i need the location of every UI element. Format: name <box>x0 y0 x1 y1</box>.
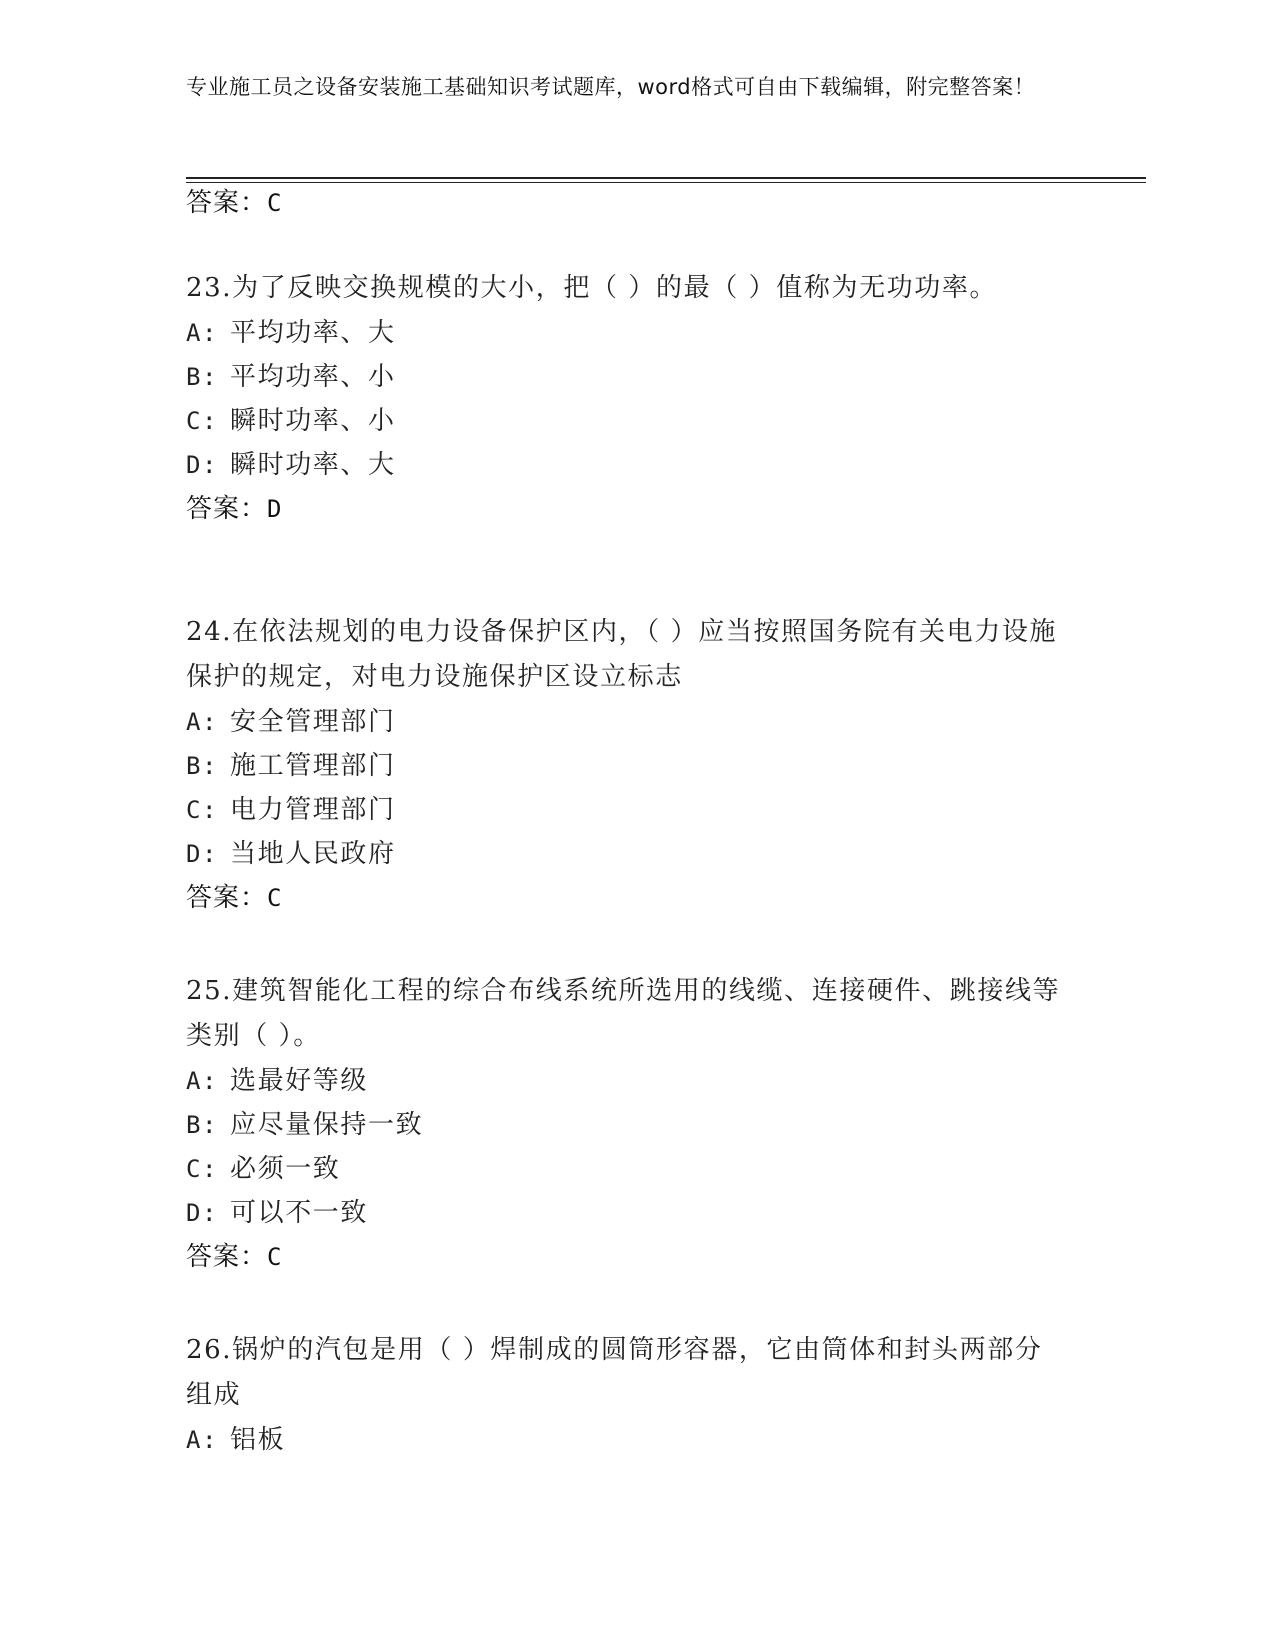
option-key: A: <box>186 1426 219 1454</box>
option-text: 安全管理部门 <box>230 707 396 737</box>
answer-label: 答案： <box>186 883 268 913</box>
answer-value: C <box>267 884 283 912</box>
answer-line <box>186 881 282 915</box>
option-text: 必须一致 <box>230 1154 341 1184</box>
answer-value: C <box>267 1243 283 1271</box>
option-key: C: <box>186 1155 219 1183</box>
option-d <box>186 448 396 482</box>
option-key: D: <box>186 451 219 479</box>
option-b <box>186 749 396 783</box>
answer-line <box>186 492 282 526</box>
option-text: 平均功率、小 <box>230 362 396 392</box>
option-text: 当地人民政府 <box>230 839 396 869</box>
question-stem: 23.为了反映交换规模的大小，把（ ）的最（ ）值称为无功功率。 <box>186 273 998 303</box>
option-a <box>186 1064 368 1098</box>
option-c <box>186 793 396 827</box>
option-key: B: <box>186 363 219 391</box>
option-d <box>186 1196 368 1230</box>
answer-label: 答案： <box>186 494 268 524</box>
option-d <box>186 837 396 871</box>
answer-label: 答案： <box>186 188 268 218</box>
option-text: 电力管理部门 <box>230 795 396 825</box>
answer-value: D <box>267 495 283 523</box>
option-c <box>186 1152 340 1186</box>
option-key: B: <box>186 1111 219 1139</box>
option-text: 瞬时功率、大 <box>230 450 396 480</box>
option-b <box>186 360 396 394</box>
option-a <box>186 1423 285 1457</box>
answer-value: C <box>267 189 283 217</box>
option-key: A: <box>186 708 219 736</box>
option-key: C: <box>186 407 219 435</box>
question-stem: 25.建筑智能化工程的综合布线系统所选用的线缆、连接硬件、跳接线等类别（ ）。 <box>186 976 1061 1051</box>
answer-label: 答案： <box>186 1242 268 1272</box>
answer-line <box>186 186 282 220</box>
option-a <box>186 705 396 739</box>
option-key: D: <box>186 1199 219 1227</box>
question-stem: 24.在依法规划的电力设备保护区内，（ ）应当按照国务院有关电力设施保护的规定，对电力设施保护区设立标志 <box>186 617 1058 692</box>
option-key: B: <box>186 752 219 780</box>
option-text: 瞬时功率、小 <box>230 406 396 436</box>
option-text: 平均功率、大 <box>230 318 396 348</box>
document-header: 专业施工员之设备安装施工基础知识考试题库，word格式可自由下载编辑，附完整答案！ <box>186 75 1036 99</box>
header-divider <box>186 177 1146 179</box>
option-text: 铝板 <box>230 1425 286 1455</box>
header-divider-thin <box>186 182 1146 183</box>
answer-line <box>186 1240 282 1274</box>
option-text: 施工管理部门 <box>230 751 396 781</box>
option-text: 选最好等级 <box>230 1066 369 1096</box>
option-key: A: <box>186 319 219 347</box>
option-key: C: <box>186 796 219 824</box>
option-key: D: <box>186 840 219 868</box>
option-text: 应尽量保持一致 <box>230 1110 424 1140</box>
option-a <box>186 316 396 350</box>
option-key: A: <box>186 1067 219 1095</box>
question-stem: 26.锅炉的汽包是用（ ）焊制成的圆筒形容器，它由筒体和封头两部分组成 <box>186 1335 1043 1410</box>
option-c <box>186 404 396 438</box>
option-b <box>186 1108 423 1142</box>
option-text: 可以不一致 <box>230 1198 369 1228</box>
